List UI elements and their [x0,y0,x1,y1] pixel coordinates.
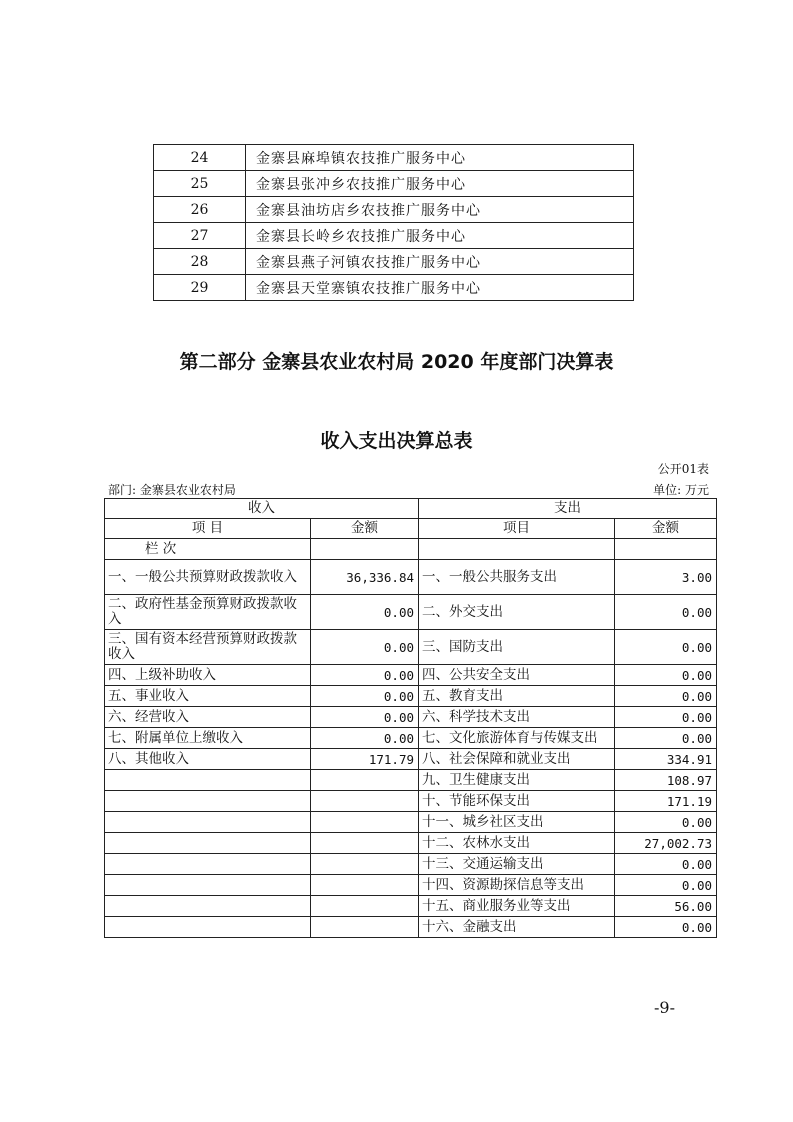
empty-cell [615,539,717,560]
table-row [105,728,717,749]
expense-item: 十五、商业服务业等支出 [419,896,615,917]
header-row [105,499,717,519]
expense-amount: 0.00 [615,686,717,707]
income-item [105,812,311,833]
income-amount [311,833,419,854]
table-row [105,791,717,812]
income-item [105,896,311,917]
table-row [105,665,717,686]
expense-amount: 334.91 [615,749,717,770]
table-row [105,896,717,917]
list-row-number: 25 [154,171,246,197]
expense-item: 七、文化旅游体育与传媒支出 [419,728,615,749]
part-title: 第二部分 金寨县农业农村局 2020 年度部门决算表 [179,351,614,373]
list-row-number: 27 [154,223,246,249]
income-item: 三、国有资本经营预算财政拨款收入 [105,630,311,665]
income-amount [311,770,419,791]
expense-item: 八、社会保障和就业支出 [419,749,615,770]
list-row [154,275,634,301]
expense-item: 二、外交支出 [419,595,615,630]
expense-amount: 0.00 [615,707,717,728]
income-item: 七、附属单位上缴收入 [105,728,311,749]
income-item: 五、事业收入 [105,686,311,707]
income-item: 一、一般公共预算财政拨款收入 [105,560,311,595]
list-row-name: 金寨县麻埠镇农技推广服务中心 [246,145,634,171]
list-row [154,223,634,249]
income-item-header: 项 目 [105,519,311,539]
list-row-name: 金寨县油坊店乡农技推广服务中心 [246,197,634,223]
expense-amount: 0.00 [615,917,717,938]
income-amount: 0.00 [311,686,419,707]
expense-amount: 27,002.73 [615,833,717,854]
list-row [154,249,634,275]
expense-amount: 0.00 [615,595,717,630]
income-amount: 0.00 [311,665,419,686]
expense-item: 十六、金融支出 [419,917,615,938]
lanci-label: 栏 次 [105,539,311,560]
expense-amount: 0.00 [615,665,717,686]
income-amount: 0.00 [311,630,419,665]
income-amount [311,791,419,812]
table-row [105,707,717,728]
table-row [105,686,717,707]
expense-amount: 0.00 [615,630,717,665]
table-row [105,560,717,595]
income-item [105,875,311,896]
table-row [105,595,717,630]
lanci-row [105,539,717,560]
expense-amount: 108.97 [615,770,717,791]
expense-item: 九、卫生健康支出 [419,770,615,791]
list-row-number: 24 [154,145,246,171]
list-row [154,197,634,223]
income-amount [311,854,419,875]
income-amount [311,917,419,938]
table-row [105,854,717,875]
expense-amount: 3.00 [615,560,717,595]
table-title: 收入支出决算总表 [320,430,473,452]
income-header: 收入 [105,499,419,519]
empty-cell [419,539,615,560]
income-item [105,854,311,875]
expense-item: 十、节能环保支出 [419,791,615,812]
expense-item: 十二、农林水支出 [419,833,615,854]
expense-amount: 0.00 [615,728,717,749]
expense-amount: 0.00 [615,875,717,896]
list-row-number: 29 [154,275,246,301]
expense-amount-header: 金额 [615,519,717,539]
income-amount: 0.00 [311,728,419,749]
expense-item-header: 项目 [419,519,615,539]
table-row [105,917,717,938]
expense-item: 十四、资源勘探信息等支出 [419,875,615,896]
department-label: 部门: 金寨县农业农村局 [108,483,236,497]
income-item [105,791,311,812]
income-amount: 36,336.84 [311,560,419,595]
list-row-name: 金寨县天堂寨镇农技推广服务中心 [246,275,634,301]
list-row [154,171,634,197]
expense-amount: 56.00 [615,896,717,917]
income-item [105,833,311,854]
income-item [105,770,311,791]
income-amount: 171.79 [311,749,419,770]
table-row [105,630,717,665]
income-item: 八、其他收入 [105,749,311,770]
expense-item: 三、国防支出 [419,630,615,665]
income-item: 六、经营收入 [105,707,311,728]
page-number: -9- [654,998,675,1017]
table-row [105,875,717,896]
expense-amount: 0.00 [615,854,717,875]
expense-item: 六、科学技术支出 [419,707,615,728]
expense-item: 一、一般公共服务支出 [419,560,615,595]
list-row-number: 26 [154,197,246,223]
empty-cell [311,539,419,560]
expense-item: 十一、城乡社区支出 [419,812,615,833]
table-row [105,833,717,854]
center-list-table [153,144,634,301]
income-item [105,917,311,938]
expense-item: 十三、交通运输支出 [419,854,615,875]
expense-amount: 0.00 [615,812,717,833]
income-item: 四、上级补助收入 [105,665,311,686]
income-amount [311,896,419,917]
list-row-name: 金寨县长岭乡农技推广服务中心 [246,223,634,249]
income-amount [311,875,419,896]
form-code: 公开01表 [657,462,709,476]
table-row [105,812,717,833]
list-row-number: 28 [154,249,246,275]
income-amount-header: 金额 [311,519,419,539]
income-expense-table [104,498,717,938]
income-amount [311,812,419,833]
list-row-name: 金寨县张冲乡农技推广服务中心 [246,171,634,197]
income-amount: 0.00 [311,707,419,728]
expense-amount: 171.19 [615,791,717,812]
column-header-row [105,519,717,539]
unit-label: 单位: 万元 [653,483,709,497]
expense-header: 支出 [419,499,717,519]
expense-item: 五、教育支出 [419,686,615,707]
list-row [154,145,634,171]
table-row [105,770,717,791]
table-row [105,749,717,770]
income-item: 二、政府性基金预算财政拨款收入 [105,595,311,630]
list-row-name: 金寨县燕子河镇农技推广服务中心 [246,249,634,275]
income-amount: 0.00 [311,595,419,630]
expense-item: 四、公共安全支出 [419,665,615,686]
